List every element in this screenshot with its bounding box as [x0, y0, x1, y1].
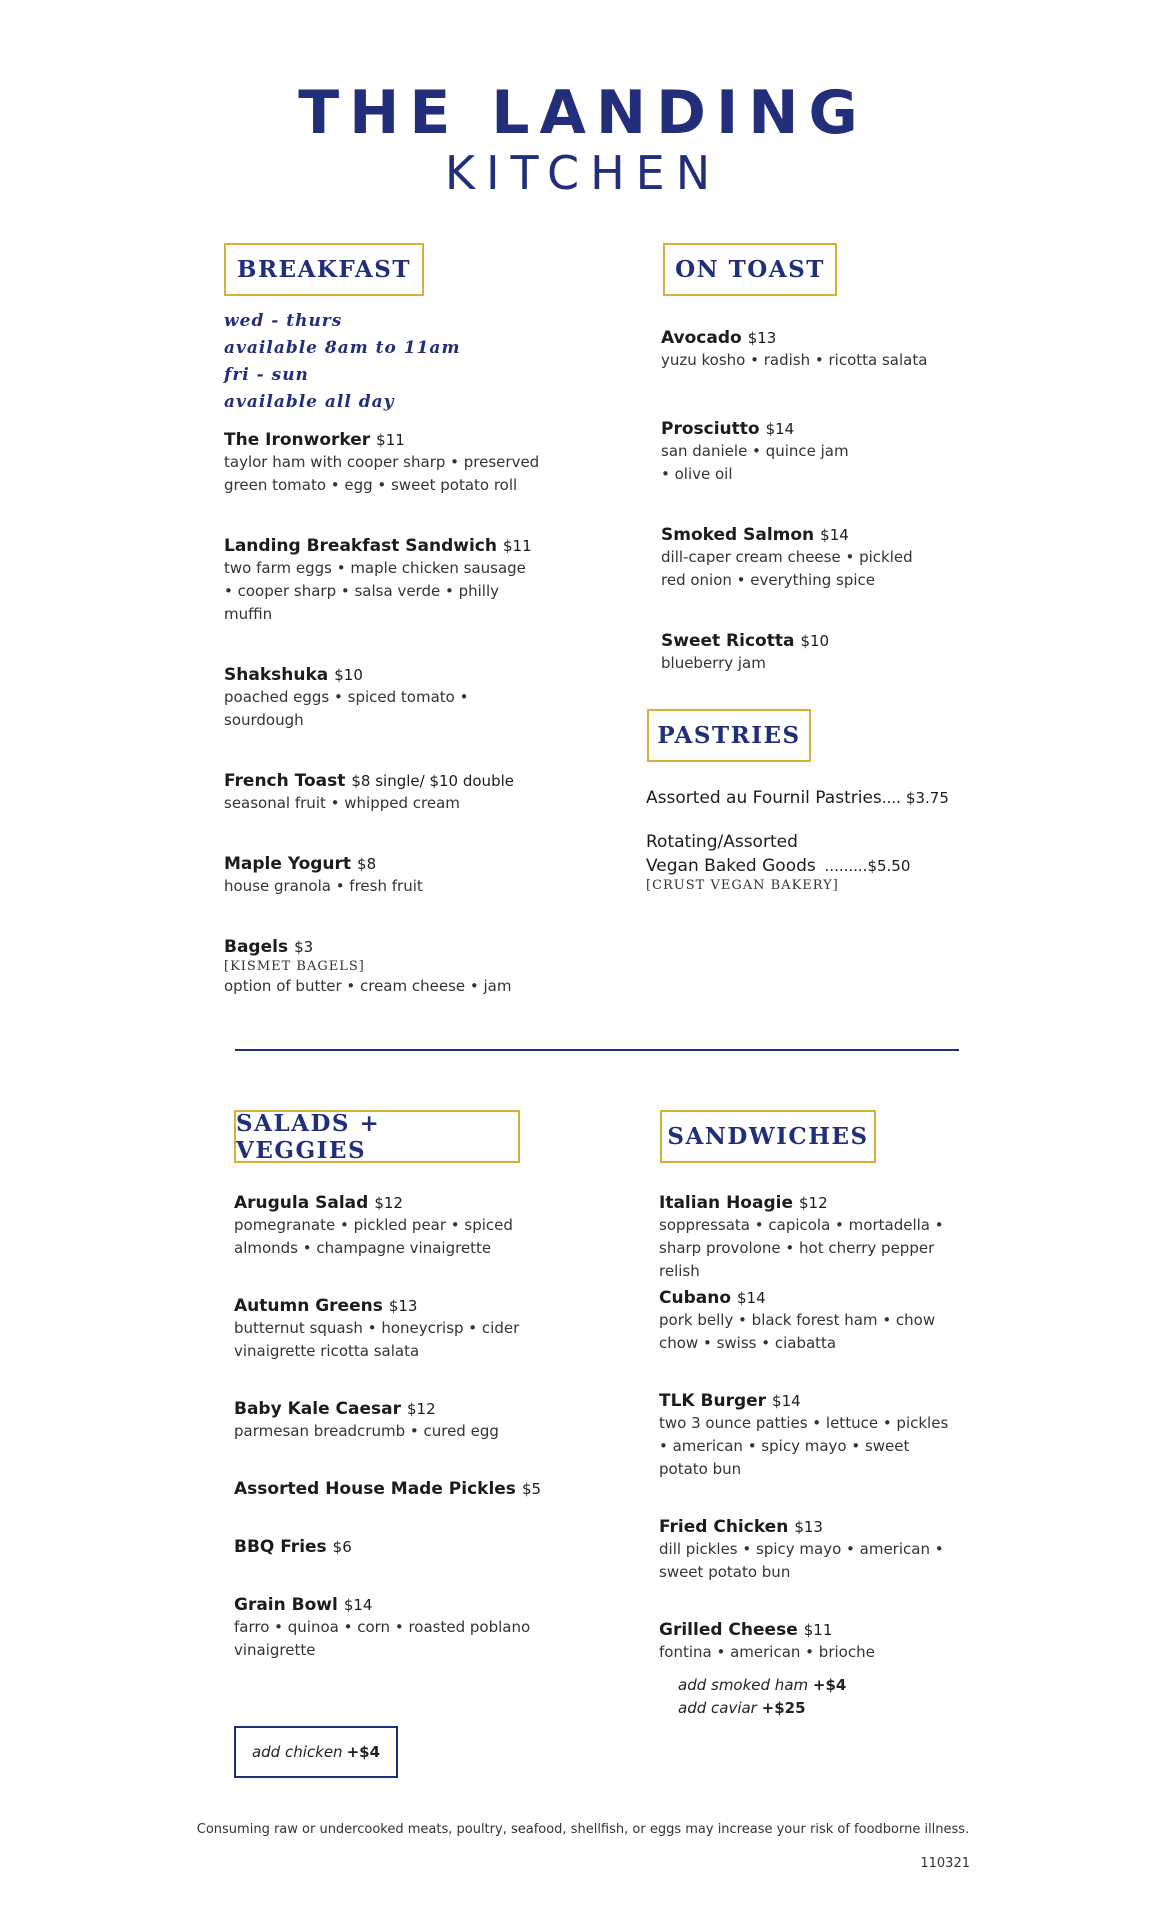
- item-name-line: Vegan Baked Goods: [646, 856, 816, 876]
- item-leader-dots: ....: [881, 789, 901, 807]
- menu-item-sweet-ricotta: [661, 631, 931, 675]
- menu-item-bbq-fries: [234, 1537, 554, 1557]
- menu-item-tlk-burger: [659, 1391, 959, 1481]
- item-price: $14: [737, 1289, 766, 1307]
- menu-item-grilled-cheese: [659, 1620, 959, 1664]
- item-name: Grain Bowl: [234, 1595, 338, 1615]
- item-name-line: Rotating/Assorted: [646, 832, 798, 852]
- menu-item-baby-kale-caesar: [234, 1399, 554, 1443]
- add-chicken-box: [234, 1726, 398, 1778]
- menu-item-fried-chicken: [659, 1517, 949, 1584]
- item-description: farro • quinoa • corn • roasted poblano vinaigrette: [234, 1618, 531, 1659]
- item-name: Autumn Greens: [234, 1296, 383, 1316]
- grilled-cheese-addons: [678, 1674, 846, 1720]
- item-price: $14: [820, 526, 849, 544]
- addon-price: +$25: [761, 1699, 806, 1717]
- section-heading-salads-veggies: SALADS + VEGGIES: [234, 1110, 520, 1163]
- menu-item-maple-yogurt: [224, 854, 544, 898]
- item-price: $8 single/ $10 double: [351, 772, 514, 790]
- item-price: $3: [294, 938, 314, 956]
- item-price: $14: [772, 1392, 801, 1410]
- item-price: $10: [334, 666, 363, 684]
- item-supplier-note: [KISMET BAGELS]: [224, 959, 365, 974]
- item-description: dill-caper cream cheese • pickled red onion • everything spice: [661, 548, 913, 589]
- item-price: $14: [765, 420, 795, 438]
- item-description: fontina • american • brioche: [659, 1643, 875, 1661]
- menu-version-code: 110321: [920, 1856, 970, 1871]
- item-name: Prosciutto: [661, 419, 760, 439]
- item-description: parmesan breadcrumb • cured egg: [234, 1422, 499, 1440]
- item-name: TLK Burger: [659, 1391, 767, 1411]
- item-description: soppressata • capicola • mortadella • sharp provolone • hot cherry pepper relish: [659, 1216, 944, 1280]
- item-description: yuzu kosho • radish • ricotta salata: [661, 351, 928, 369]
- item-price: $14: [343, 1596, 373, 1614]
- addon-label: add smoked ham: [678, 1676, 809, 1694]
- item-leader-dots: .........: [819, 857, 868, 875]
- item-description: seasonal fruit • whipped cream: [224, 794, 460, 812]
- addon-price: +$4: [346, 1743, 381, 1761]
- hours-line: available all day: [224, 392, 395, 412]
- menu-item-french-toast: [224, 771, 544, 815]
- item-price: $13: [388, 1297, 418, 1315]
- item-name: French Toast: [224, 771, 346, 791]
- item-price: $6: [332, 1538, 352, 1556]
- item-price: $8: [357, 855, 377, 873]
- foodborne-illness-disclaimer: Consuming raw or undercooked meats, poultry, seafood, shellfish, or eggs may increase your risk of foodborne illness.: [196, 1822, 970, 1837]
- item-name: Smoked Salmon: [661, 525, 815, 545]
- menu-item-the-ironworker: [224, 430, 544, 497]
- item-price: $12: [798, 1194, 828, 1212]
- item-price: $13: [794, 1518, 823, 1536]
- menu-item-arugula-salad: [234, 1193, 534, 1260]
- item-description: two farm eggs • maple chicken sausage • cooper sharp • salsa verde • philly muffin: [224, 559, 526, 623]
- item-name: Fried Chicken: [659, 1517, 789, 1537]
- menu-item-prosciutto: [661, 419, 861, 486]
- item-name: Italian Hoagie: [659, 1193, 793, 1213]
- menu-item-house-made-pickles: [234, 1479, 564, 1499]
- item-description: pork belly • black forest ham • chow chow • swiss • ciabatta: [659, 1311, 936, 1352]
- hours-line: wed - thurs: [224, 311, 343, 331]
- section-heading-pastries: PASTRIES: [647, 709, 811, 762]
- item-description: house granola • fresh fruit: [224, 877, 423, 895]
- item-price: $12: [374, 1194, 403, 1212]
- item-description: san daniele • quince jam • olive oil: [661, 442, 849, 483]
- item-price: $5: [521, 1480, 542, 1498]
- pastry-item-vegan-baked-goods: [646, 830, 910, 893]
- item-description: taylor ham with cooper sharp • preserved green tomato • egg • sweet potato roll: [224, 453, 540, 494]
- item-name: Shakshuka: [224, 665, 329, 685]
- item-name: Assorted au Fournil Pastries: [646, 788, 882, 808]
- item-name: Sweet Ricotta: [661, 631, 795, 651]
- item-name: Arugula Salad: [234, 1193, 369, 1213]
- item-name: The Ironworker: [224, 430, 371, 450]
- menu-item-landing-breakfast-sandwich: [224, 536, 534, 626]
- menu-item-smoked-salmon: [661, 525, 931, 592]
- item-price: $12: [406, 1400, 436, 1418]
- item-name: BBQ Fries: [234, 1537, 327, 1557]
- pastry-item-au-fournil: [646, 786, 949, 810]
- addon-price: +$4: [812, 1676, 847, 1694]
- menu-item-autumn-greens: [234, 1296, 534, 1363]
- item-price: $11: [803, 1621, 833, 1639]
- menu-item-italian-hoagie: [659, 1193, 979, 1283]
- hours-line: available 8am to 11am: [224, 338, 461, 358]
- addon-line: [678, 1674, 846, 1697]
- menu-item-grain-bowl: [234, 1595, 544, 1662]
- section-heading-sandwiches: SANDWICHES: [660, 1110, 876, 1163]
- section-heading-breakfast: BREAKFAST: [224, 243, 424, 296]
- item-supplier-note: [CRUST VEGAN BAKERY]: [646, 878, 839, 893]
- item-name: Maple Yogurt: [224, 854, 352, 874]
- item-description: blueberry jam: [661, 654, 766, 672]
- item-description: two 3 ounce patties • lettuce • pickles • american • spicy mayo • sweet potato bun: [659, 1414, 949, 1478]
- menu-item-avocado: [661, 328, 981, 372]
- addon-line: [678, 1697, 846, 1720]
- item-name: Baby Kale Caesar: [234, 1399, 401, 1419]
- section-divider: [235, 1049, 959, 1051]
- item-name: Cubano: [659, 1288, 732, 1308]
- addon-label: add caviar: [678, 1699, 757, 1717]
- item-price: $5.50: [867, 857, 911, 875]
- item-price: $11: [502, 537, 532, 555]
- item-description: poached eggs • spiced tomato • sourdough: [224, 688, 469, 729]
- item-description: option of butter • cream cheese • jam: [224, 977, 512, 995]
- item-name: Assorted House Made Pickles: [234, 1479, 516, 1499]
- item-description: butternut squash • honeycrisp • cider vinaigrette ricotta salata: [234, 1319, 520, 1360]
- item-name: Grilled Cheese: [659, 1620, 798, 1640]
- section-heading-on-toast: ON TOAST: [663, 243, 837, 296]
- hours-line: fri - sun: [224, 365, 309, 385]
- item-name: Bagels: [224, 937, 289, 957]
- restaurant-subtitle: KITCHEN: [444, 146, 722, 200]
- item-price: $11: [376, 431, 405, 449]
- menu-item-shakshuka: [224, 665, 489, 732]
- item-description: pomegranate • pickled pear • spiced almonds • champagne vinaigrette: [234, 1216, 513, 1257]
- item-description: dill pickles • spicy mayo • american • sweet potato bun: [659, 1540, 944, 1581]
- menu-item-bagels: [224, 937, 544, 998]
- item-name: Landing Breakfast Sandwich: [224, 536, 497, 556]
- item-name: Avocado: [661, 328, 742, 348]
- item-price: $10: [800, 632, 830, 650]
- breakfast-hours: [224, 308, 460, 416]
- item-price: $3.75: [905, 789, 949, 807]
- addon-label: add chicken: [251, 1743, 343, 1761]
- menu-item-cubano: [659, 1288, 979, 1355]
- item-price: $13: [747, 329, 777, 347]
- restaurant-title: THE LANDING: [298, 78, 868, 148]
